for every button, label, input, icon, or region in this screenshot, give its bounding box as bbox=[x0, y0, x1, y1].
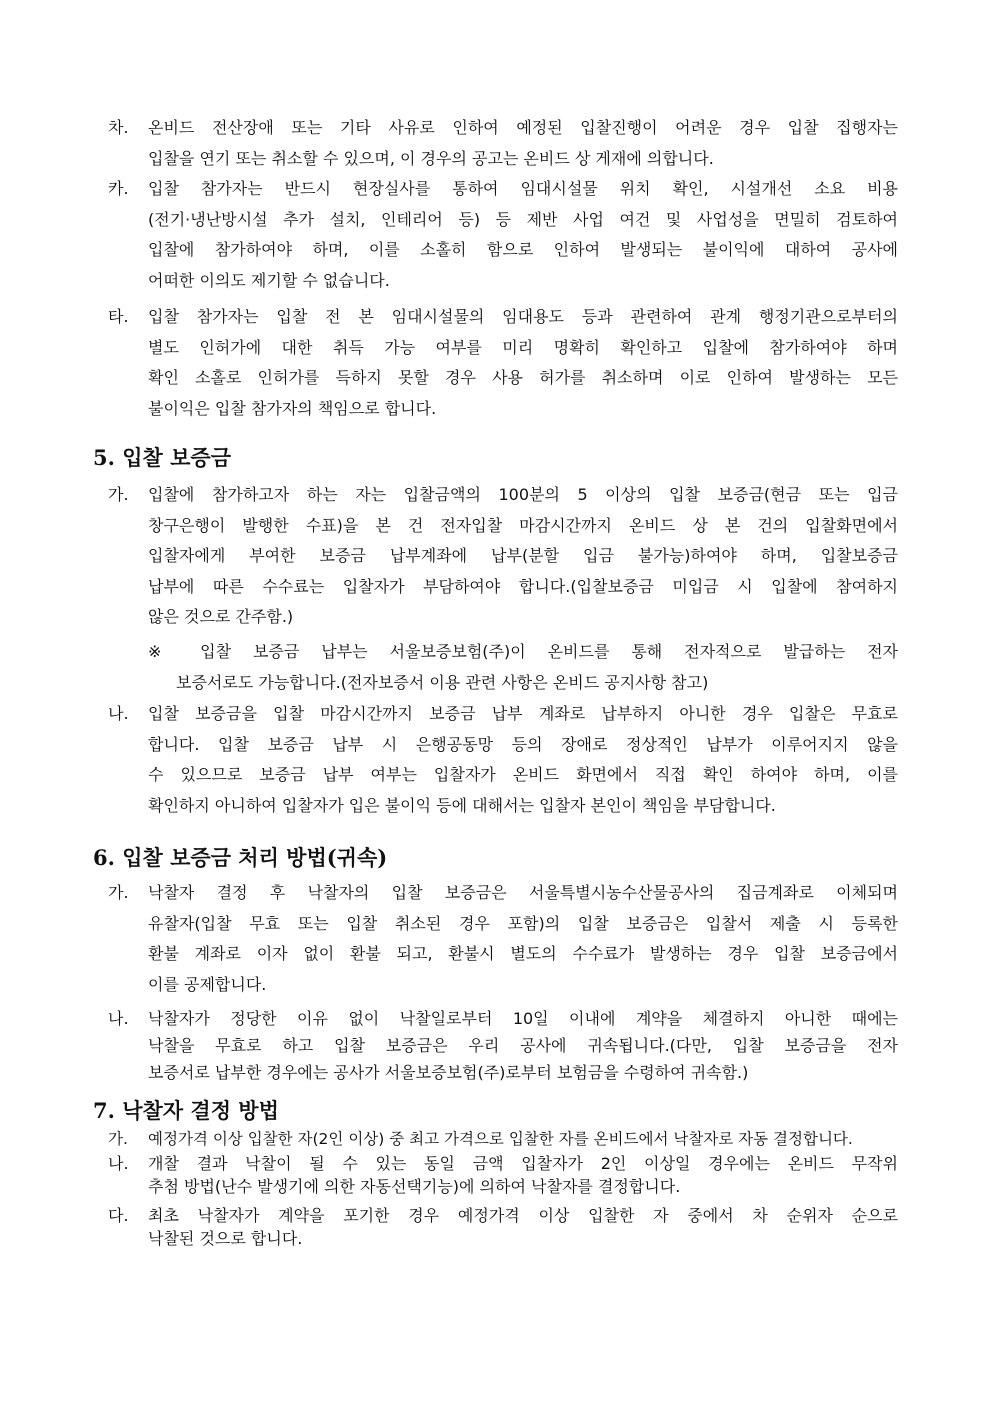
section-7-title: 7. 낙찰자 결정 방법 bbox=[93, 1098, 279, 1123]
clause-line: 확인 소홀로 인허가를 득하지 못할 경우 사용 허가를 취소하며 이로 인하여 발생하는 모든 bbox=[148, 368, 898, 387]
section-5-clause-na bbox=[108, 699, 898, 821]
clause-line: 나. 낙찰자가 정당한 이유 없이 낙찰일로부터 10일 이내에 계약을 체결하지 아니한 때에는 bbox=[108, 1005, 898, 1032]
clause-label: 다. bbox=[108, 1206, 129, 1225]
clause-line: 수 있으므로 보증금 납부 여부는 입찰자가 온비드 화면에서 직접 확인 하여야 하며, 이를 bbox=[148, 765, 898, 784]
clause-line: 입찰에 참가하여야 하며, 이를 소홀히 함으로 인하여 발생되는 불이익에 대하여 공사에 bbox=[148, 240, 898, 259]
clause-label: 타. bbox=[108, 307, 129, 326]
clause-cha bbox=[108, 113, 898, 174]
clause-line: 가. 낙찰자 결정 후 낙찰자의 입찰 보증금은 서울특별시농수산물공사의 집금계좌로 이체되며 bbox=[108, 878, 898, 909]
clause-label: 카. bbox=[108, 179, 129, 198]
clause-line: 보증서로 납부한 경우에는 공사가 서울보증보험(주)로부터 보험금을 수령하여 귀속함.) bbox=[148, 1063, 749, 1082]
clause-ta bbox=[108, 302, 898, 424]
clause-line: 어떠한 이의도 제기할 수 없습니다. bbox=[148, 270, 390, 290]
clause-label: 가. bbox=[108, 485, 129, 504]
clause-line: 가. 입찰에 참가하고자 하는 자는 입찰금액의 100분의 5 이상의 입찰 보증금(현금 또는 입금 bbox=[108, 480, 898, 511]
clause-line: 차. 온비드 전산장애 또는 기타 사유로 인하여 예정된 입찰진행이 어려운 경우 입찰 집행자는 bbox=[108, 113, 898, 144]
section-6-clause-na bbox=[108, 1005, 898, 1086]
clause-label: 나. bbox=[108, 1154, 129, 1173]
clause-line: 별도 인허가에 대한 취득 가능 여부를 미리 명확히 확인하고 입찰에 참가하여야 하며 bbox=[148, 337, 898, 357]
section-6-title: 6. 입찰 보증금 처리 방법(귀속) bbox=[93, 845, 388, 870]
clause-line: 불이익은 입찰 참가자의 책임으로 합니다. bbox=[148, 398, 437, 418]
clause-line: 나. 개찰 결과 낙찰이 될 수 있는 동일 금액 입찰자가 2인 이상일 경우에는 온비드 무작위 bbox=[108, 1153, 898, 1176]
clause-line: 이를 공제합니다. bbox=[148, 974, 267, 994]
section-7-clause-ga bbox=[108, 1128, 898, 1151]
clause-line: 다. 최초 낙찰자가 계약을 포기한 경우 예정가격 이상 입찰한 자 중에서 차 순위자 순으로 bbox=[108, 1205, 898, 1228]
section-6-clause-ga bbox=[108, 878, 898, 1000]
clause-line: 합니다. 입찰 보증금 납부 시 은행공동망 등의 장애로 정상적인 납부가 이루어지지 않을 bbox=[148, 734, 898, 754]
section-7-clause-na bbox=[108, 1153, 898, 1198]
section-5-clause-ga bbox=[108, 480, 898, 633]
clause-label: 가. bbox=[108, 883, 129, 902]
clause-line: 나. 입찰 보증금을 입찰 마감시간까지 보증금 납부 계좌로 납부하지 아니한 경우 입찰은 무효로 bbox=[108, 699, 898, 730]
note-line: ※ 입찰 보증금 납부는 서울보증보험(주)이 온비드를 통해 전자적으로 발급하는 전자 bbox=[148, 642, 898, 661]
section-5-note bbox=[148, 637, 898, 698]
section-5-title: 5. 입찰 보증금 bbox=[93, 445, 231, 470]
clause-label: 차. bbox=[108, 118, 129, 137]
clause-label: 나. bbox=[108, 1009, 129, 1028]
clause-line: 가. 예정가격 이상 입찰한 자(2인 이상) 중 최고 가격으로 입찰한 자를 온비드에서 낙찰자로 자동 결정합니다. bbox=[108, 1128, 898, 1151]
clause-line: 입찰자에게 부여한 보증금 납부계좌에 납부(분할 입금 불가능)하여야 하며, 입찰보증금 bbox=[148, 546, 898, 565]
clause-line: 창구은행이 발행한 수표)을 본 건 전자입찰 마감시간까지 온비드 상 본 건의 입찰화면에서 bbox=[148, 515, 898, 535]
clause-ka bbox=[108, 174, 898, 296]
clause-line: 유찰자(입찰 무효 또는 입찰 취소된 경우 포함)의 입찰 보증금은 입찰서 제출 시 등록한 bbox=[148, 913, 898, 933]
clause-line: 타. 입찰 참가자는 입찰 전 본 임대시설물의 임대용도 등과 관련하여 관계 행정기관으로부터의 bbox=[108, 302, 898, 333]
clause-line: 카. 입찰 참가자는 반드시 현장실사를 통하여 임대시설물 위치 확인, 시설개선 소요 비용 bbox=[108, 174, 898, 205]
clause-line: (전기·냉난방시설 추가 설치, 인테리어 등) 등 제반 사업 여건 및 사업성을 면밀히 검토하여 bbox=[148, 209, 898, 229]
clause-line: 낙찰된 것으로 합니다. bbox=[148, 1228, 303, 1248]
clause-line: 환불 계좌로 이자 없이 환불 되고, 환불시 별도의 수수료가 발생하는 경우 입찰 보증금에서 bbox=[148, 944, 898, 963]
clause-label: 나. bbox=[108, 704, 129, 723]
section-7-clause-da bbox=[108, 1205, 898, 1250]
clause-line: 입찰을 연기 또는 취소할 수 있으며, 이 경우의 공고는 온비드 상 게재에 의합니다. bbox=[148, 148, 714, 168]
clause-line: 추첨 방법(난수 발생기에 의한 자동선택기능)에 의하여 낙찰자를 결정합니다. bbox=[148, 1176, 681, 1196]
clause-line: 확인하지 아니하여 입찰자가 입은 불이익 등에 대해서는 입찰자 본인이 책임을 부담합니다. bbox=[148, 795, 776, 815]
clause-line: 않은 것으로 간주함.) bbox=[148, 607, 294, 626]
clause-line: 낙찰을 무효로 하고 입찰 보증금은 우리 공사에 귀속됩니다.(다만, 입찰 보증금을 전자 bbox=[148, 1036, 898, 1055]
note-line: 보증서로도 가능합니다.(전자보증서 이용 관련 사항은 온비드 공지사항 참고) bbox=[176, 672, 709, 692]
clause-label: 가. bbox=[108, 1130, 128, 1148]
clause-line: 납부에 따른 수수료는 입찰자가 부담하여야 합니다.(입찰보증금 미입금 시 입찰에 참여하지 bbox=[148, 576, 898, 596]
